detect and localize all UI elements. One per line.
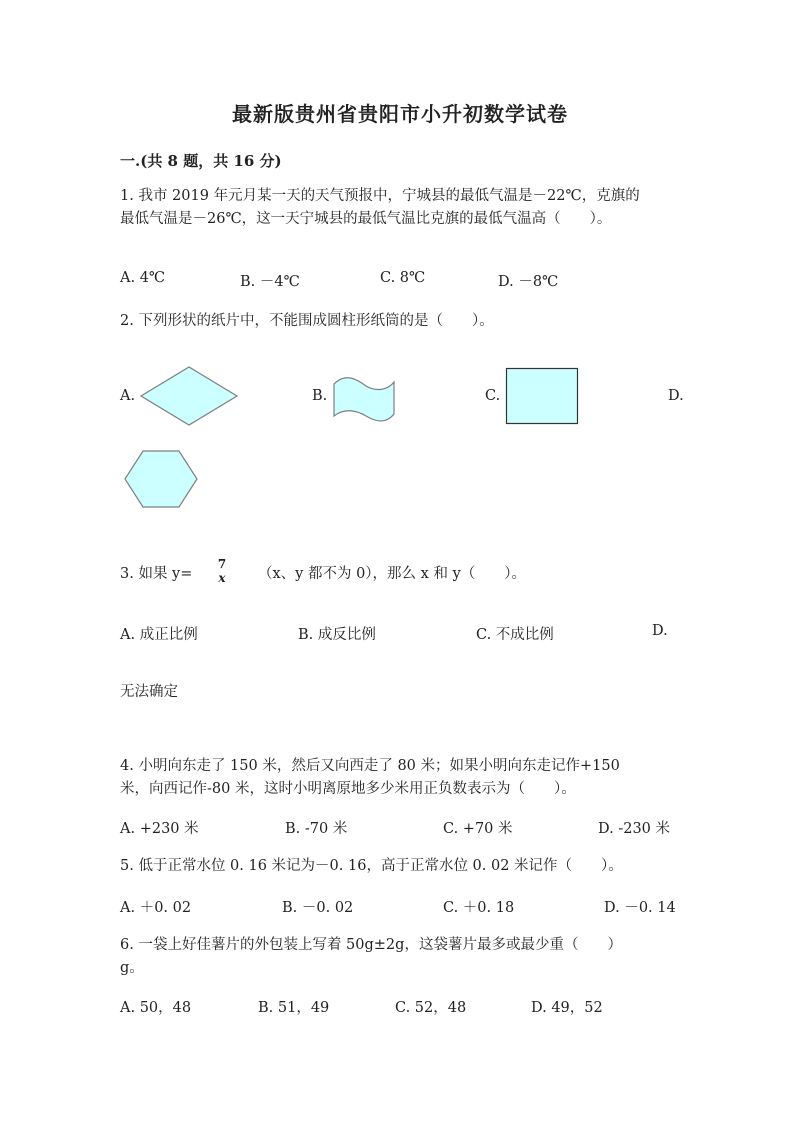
question-1-option-c[interactable]: C. 8℃ (380, 270, 426, 286)
question-5-option-d[interactable]: D. －0. 14 (604, 900, 676, 916)
question-3-option-a[interactable]: A. 成正比例 (120, 627, 198, 643)
question-3-option-b[interactable]: B. 成反比例 (298, 627, 376, 643)
question-3-option-c[interactable]: C. 不成比例 (476, 627, 554, 643)
question-1-option-d[interactable]: D. －8℃ (498, 274, 559, 290)
page-title: 最新版贵州省贵阳市小升初数学试卷 (232, 102, 568, 126)
question-6-option-b[interactable]: B. 51，49 (258, 1000, 330, 1016)
question-4-line-1: 4. 小明向东走了 150 米，然后又向西走了 80 米；如果小明向东走记作+150 (120, 758, 620, 774)
question-2-option-a[interactable]: A. (120, 388, 136, 404)
question-5-option-a[interactable]: A. ＋0. 02 (120, 900, 192, 916)
question-1-option-a[interactable]: A. 4℃ (120, 270, 166, 286)
fraction-denominator: x (218, 571, 226, 585)
question-2-option-d[interactable]: D. (668, 388, 684, 404)
question-4-line-2: 米，向西记作-80 米，这时小明离原地多少米用正负数表示为（ ）。 (120, 781, 576, 797)
question-2-line-1: 2. 下列形状的纸片中，不能围成圆柱形纸筒的是（ ）。 (120, 313, 494, 329)
question-6-option-c[interactable]: C. 52，48 (395, 1000, 467, 1016)
question-4-option-b[interactable]: B. -70 米 (285, 821, 348, 837)
question-6-line-1: 6. 一袋上好佳薯片的外包装上写着 50g±2g，这袋薯片最多或最少重（ ） (120, 937, 622, 953)
question-6-option-d[interactable]: D. 49，52 (531, 1000, 603, 1016)
question-2-option-c[interactable]: C. (485, 388, 501, 404)
question-6-option-a[interactable]: A. 50，48 (120, 1000, 192, 1016)
question-2-option-b[interactable]: B. (312, 388, 328, 404)
question-3-option-d-text[interactable]: 无法确定 (120, 684, 178, 700)
question-3-prefix: 3. 如果 y= (120, 566, 193, 582)
hexagon-shape (124, 450, 198, 508)
rectangle-shape (506, 368, 578, 424)
section-heading: 一.(共 8 题，共 16 分) (120, 152, 282, 170)
rhombus-shape (140, 366, 238, 426)
question-4-option-d[interactable]: D. -230 米 (598, 821, 671, 837)
question-1-line-1: 1. 我市 2019 年元月某一天的天气预报中，宁城县的最低气温是－22℃，克旗的 (120, 188, 640, 204)
question-5-option-c[interactable]: C. ＋0. 18 (443, 900, 515, 916)
question-4-option-c[interactable]: C. +70 米 (443, 821, 513, 837)
question-4-option-a[interactable]: A. +230 米 (120, 821, 199, 837)
question-1-line-2: 最低气温是－26℃，这一天宁城县的最低气温比克旗的最低气温高（ ）。 (120, 211, 612, 227)
fraction-seven-over-x (212, 557, 232, 585)
fraction-numerator: 7 (217, 557, 227, 571)
question-1-option-b[interactable]: B. －4℃ (240, 274, 300, 290)
question-3-suffix: （x、y 都不为 0），那么 x 和 y（ ）。 (258, 566, 527, 582)
question-6-line-2: g。 (120, 960, 144, 976)
question-5-line-1: 5. 低于正常水位 0. 16 米记为－0. 16，高于正常水位 0. 02 米记作（ ）。 (120, 858, 623, 874)
question-5-option-b[interactable]: B. －0. 02 (282, 900, 354, 916)
wave-flag-shape (332, 376, 396, 426)
question-3-option-d[interactable]: D. (652, 623, 668, 639)
